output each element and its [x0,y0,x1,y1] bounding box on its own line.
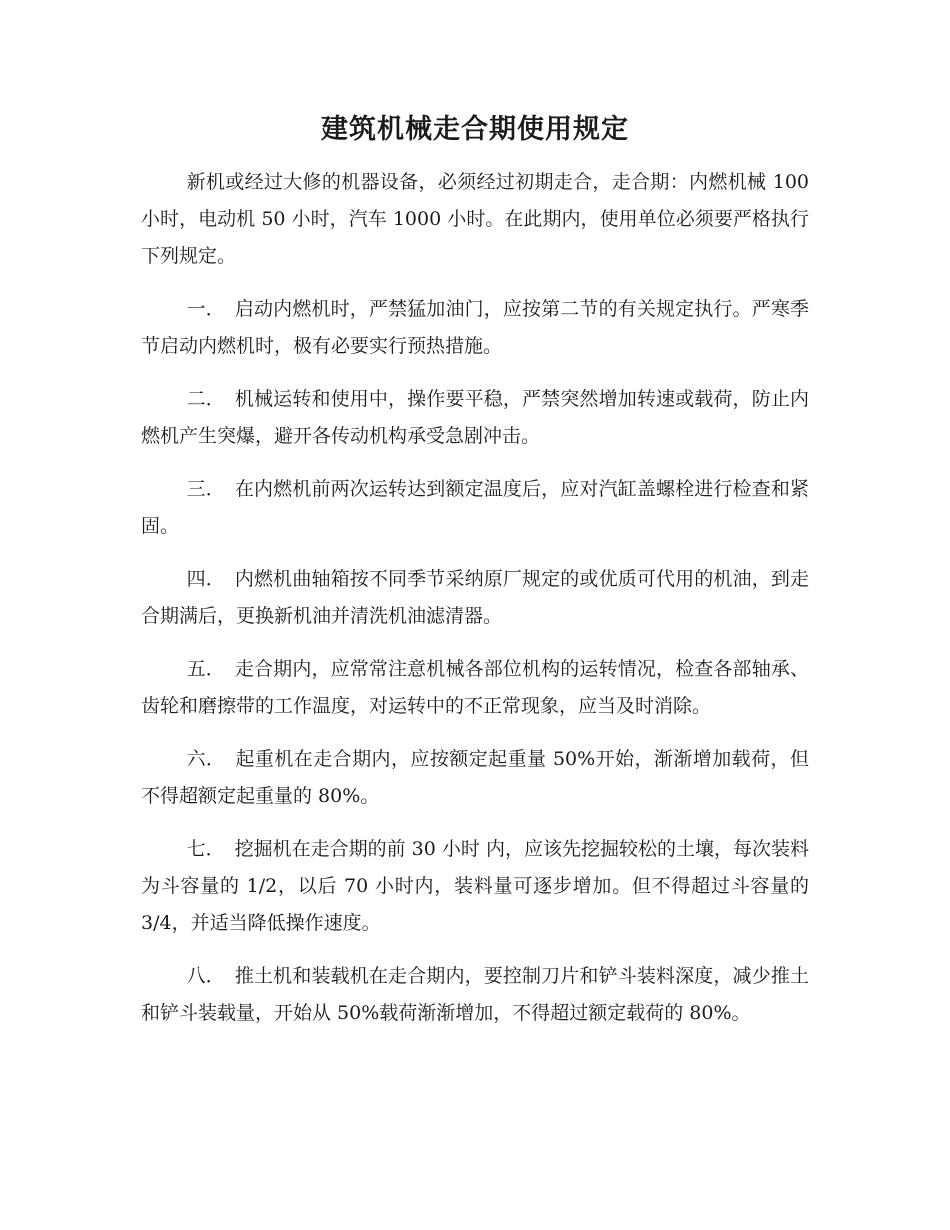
rule-number: 二． [186,388,225,410]
rule-text: 在内燃机前两次运转达到额定温度后，应对汽缸盖螺栓进行检查和紧固。 [141,478,809,537]
rule-item-3 [141,471,809,545]
intro-paragraph: 新机或经过大修的机器设备，必须经过初期走合，走合期：内燃机械 100 小时，电动机 50 小时，汽车 1000 小时。在此期内，使用单位必须要严格执行下列规定。 [141,171,809,267]
rule-item-8 [141,958,809,1032]
rule-item-7 [141,831,809,942]
rule-text: 机械运转和使用中，操作要平稳，严禁突然增加转速或载荷，防止内燃机产生突爆，避开各传动机构承受急剧冲击。 [141,388,809,447]
document-title: 建筑机械走合期使用规定 [321,114,629,145]
document-body [141,164,809,1048]
rule-item-5 [141,651,809,725]
rule-text: 推土机和装载机在走合期内，要控制刀片和铲斗装料深度，减少推土和铲斗装载量，开始从 50%载荷渐渐增加，不得超过额定载荷的 80%。 [141,965,809,1024]
rule-text: 内燃机曲轴箱按不同季节采纳原厂规定的或优质可代用的机油，到走合期满后，更换新机油并清洗机油滤清器。 [141,568,809,627]
rule-number: 三． [186,478,225,500]
rule-number: 七． [186,838,225,860]
rule-number: 八． [186,965,225,987]
rule-text: 走合期内，应常常注意机械各部位机构的运转情况，检查各部轴承、齿轮和磨擦带的工作温度，对运转中的不正常现象，应当及时消除。 [141,658,809,717]
rule-number: 五． [186,658,225,680]
rule-text: 起重机在走合期内，应按额定起重量 50%开始，渐渐增加载荷，但不得超额定起重量的 80%。 [141,748,809,807]
rule-number: 一． [186,298,225,320]
rule-number: 四． [186,568,225,590]
rule-item-1 [141,291,809,365]
rule-number: 六． [186,748,226,770]
rule-item-2 [141,381,809,455]
rule-text: 挖掘机在走合期的前 30 小时 内，应该先挖掘较松的土壤，每次装料为斗容量的 1/2，以后 70 小时内，装料量可逐步增加。但不得超过斗容量的 3/4，并适当降低操作速度。 [141,838,809,934]
rule-item-6 [141,741,809,815]
rule-item-4 [141,561,809,635]
rule-text: 启动内燃机时，严禁猛加油门，应按第二节的有关规定执行。严寒季节启动内燃机时，极有必要实行预热措施。 [141,298,809,357]
